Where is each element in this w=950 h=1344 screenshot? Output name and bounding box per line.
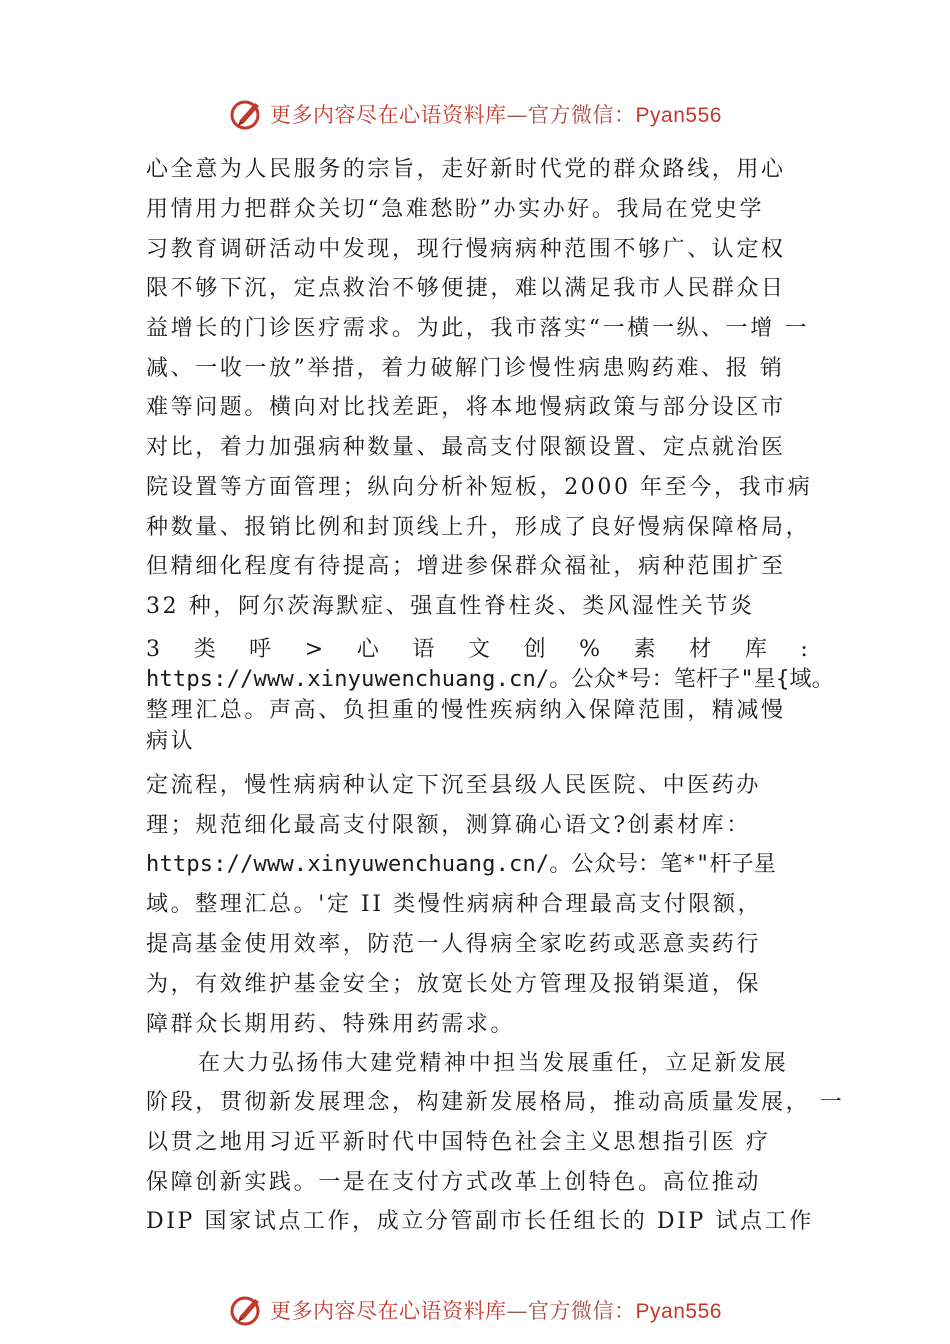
body-line: 用情用力把群众关切“急难愁盼”办实办好。我局在党史学 [146,197,765,222]
spaced-char: 呼 [249,637,272,662]
banner-wechat-id: Pyan556 [635,1300,722,1323]
banner-title: 更多内容尽在心语资料库 [270,1299,507,1323]
banner-wechat-id: Pyan556 [635,104,722,127]
spaced-line [146,635,808,665]
body-line: 减、一收一放”举措，着力破解门诊慢性病患购药难、报 销 [146,356,785,381]
body-line: 心全意为人民服务的宗旨，走好新时代党的群众路线，用心 [146,157,786,182]
body-line: 为，有效维护基金安全；放宽长处方管理及报销渠道，保 [146,972,762,997]
spaced-char: 文 [467,637,490,662]
body-line: 保障创新实践。一是在支付方式改革上创特色。高位推动 [146,1170,762,1195]
body-line: 种数量、报销比例和封顶线上升，形成了良好慢病保障格局， [146,515,811,540]
spaced-char: : [800,637,808,662]
paragraph-first-line: 在大力弘扬伟大建党精神中担当发展重任，立足新发展 [198,1051,789,1076]
body-line: 整理汇总。声高、负担重的慢性疾病纳入保障范围，精减慢 [146,698,786,723]
spaced-char: > [304,637,324,662]
banner-dash: — [506,103,529,127]
spaced-char: 语 [412,637,435,662]
body-line: https://www.xinyuwenchuang.cn/。公众号：笔*"杆子星 [146,852,777,877]
body-line: 以贯之地用习近平新时代中国特色社会主义思想指引医 疗 [146,1130,771,1155]
body-line: 障群众长期用药、特殊用药需求。 [146,1012,516,1037]
body-line: 域。整理汇总。'定 II 类慢性病病种合理最高支付限额， [146,892,763,917]
body-line: https://www.xinyuwenchuang.cn/。公众*号：笔杆子"星{域。 [146,667,834,692]
banner-wechat-label: 官方微信： [528,1299,636,1323]
body-line: 理；规范细化最高支付限额，测算确心语文?创素材库： [146,813,751,838]
spaced-char: 创 [523,637,546,662]
body-line: 对比，着力加强病种数量、最高支付限额设置、定点就治医 [146,435,786,460]
body-line: 阶段，贯彻新发展理念，构建新发展格局，推动高质量发展， 一 [146,1090,845,1115]
body-line: 习教育调研活动中发现，现行慢病病种范围不够广、认定权 [146,237,786,262]
spaced-char: 素 [633,637,656,662]
body-line: 提高基金使用效率，防范一人得病全家吃药或恶意卖药行 [146,932,762,957]
body-line: 院设置等方面管理；纵向分析补短板，2000 年至今，我市病 [146,475,813,500]
banner-dash: — [506,1299,529,1323]
body-line: 难等问题。横向对比找差距，将本地慢病政策与部分设区市 [146,395,786,420]
body-line: 益增长的门诊医疗需求。为此，我市落实“一横一纵、一增 一 [146,316,810,341]
body-line: 限不够下沉，定点救治不够便捷，难以满足我市人民群众日 [146,276,786,301]
banner-wechat-label: 官方微信： [528,103,636,127]
spaced-char: 库 [744,637,767,662]
spaced-char: 材 [689,637,712,662]
body-line: 32 种，阿尔茨海默症、强直性脊柱炎、类风湿性关节炎 [146,594,755,619]
body-line: 但精细化程度有待提高；增进参保群众福祉，病种范围扩至 [146,554,786,579]
body-line: 定流程，慢性病病种认定下沉至县级人民医院、中医药办 [146,773,762,798]
spaced-char: 心 [356,637,379,662]
body-line: DIP 国家试点工作，成立分管副市长任组长的 DIP 试点工作 [146,1209,814,1234]
spaced-char: % [579,637,601,662]
pen-logo-icon [228,1292,264,1328]
banner-title: 更多内容尽在心语资料库 [270,103,507,127]
spaced-char: 类 [193,637,216,662]
spaced-char: 3 [146,637,160,662]
pen-logo-icon [228,96,264,132]
body-line: 病认 [146,729,196,754]
header-banner [0,94,950,134]
footer-banner [0,1290,950,1330]
